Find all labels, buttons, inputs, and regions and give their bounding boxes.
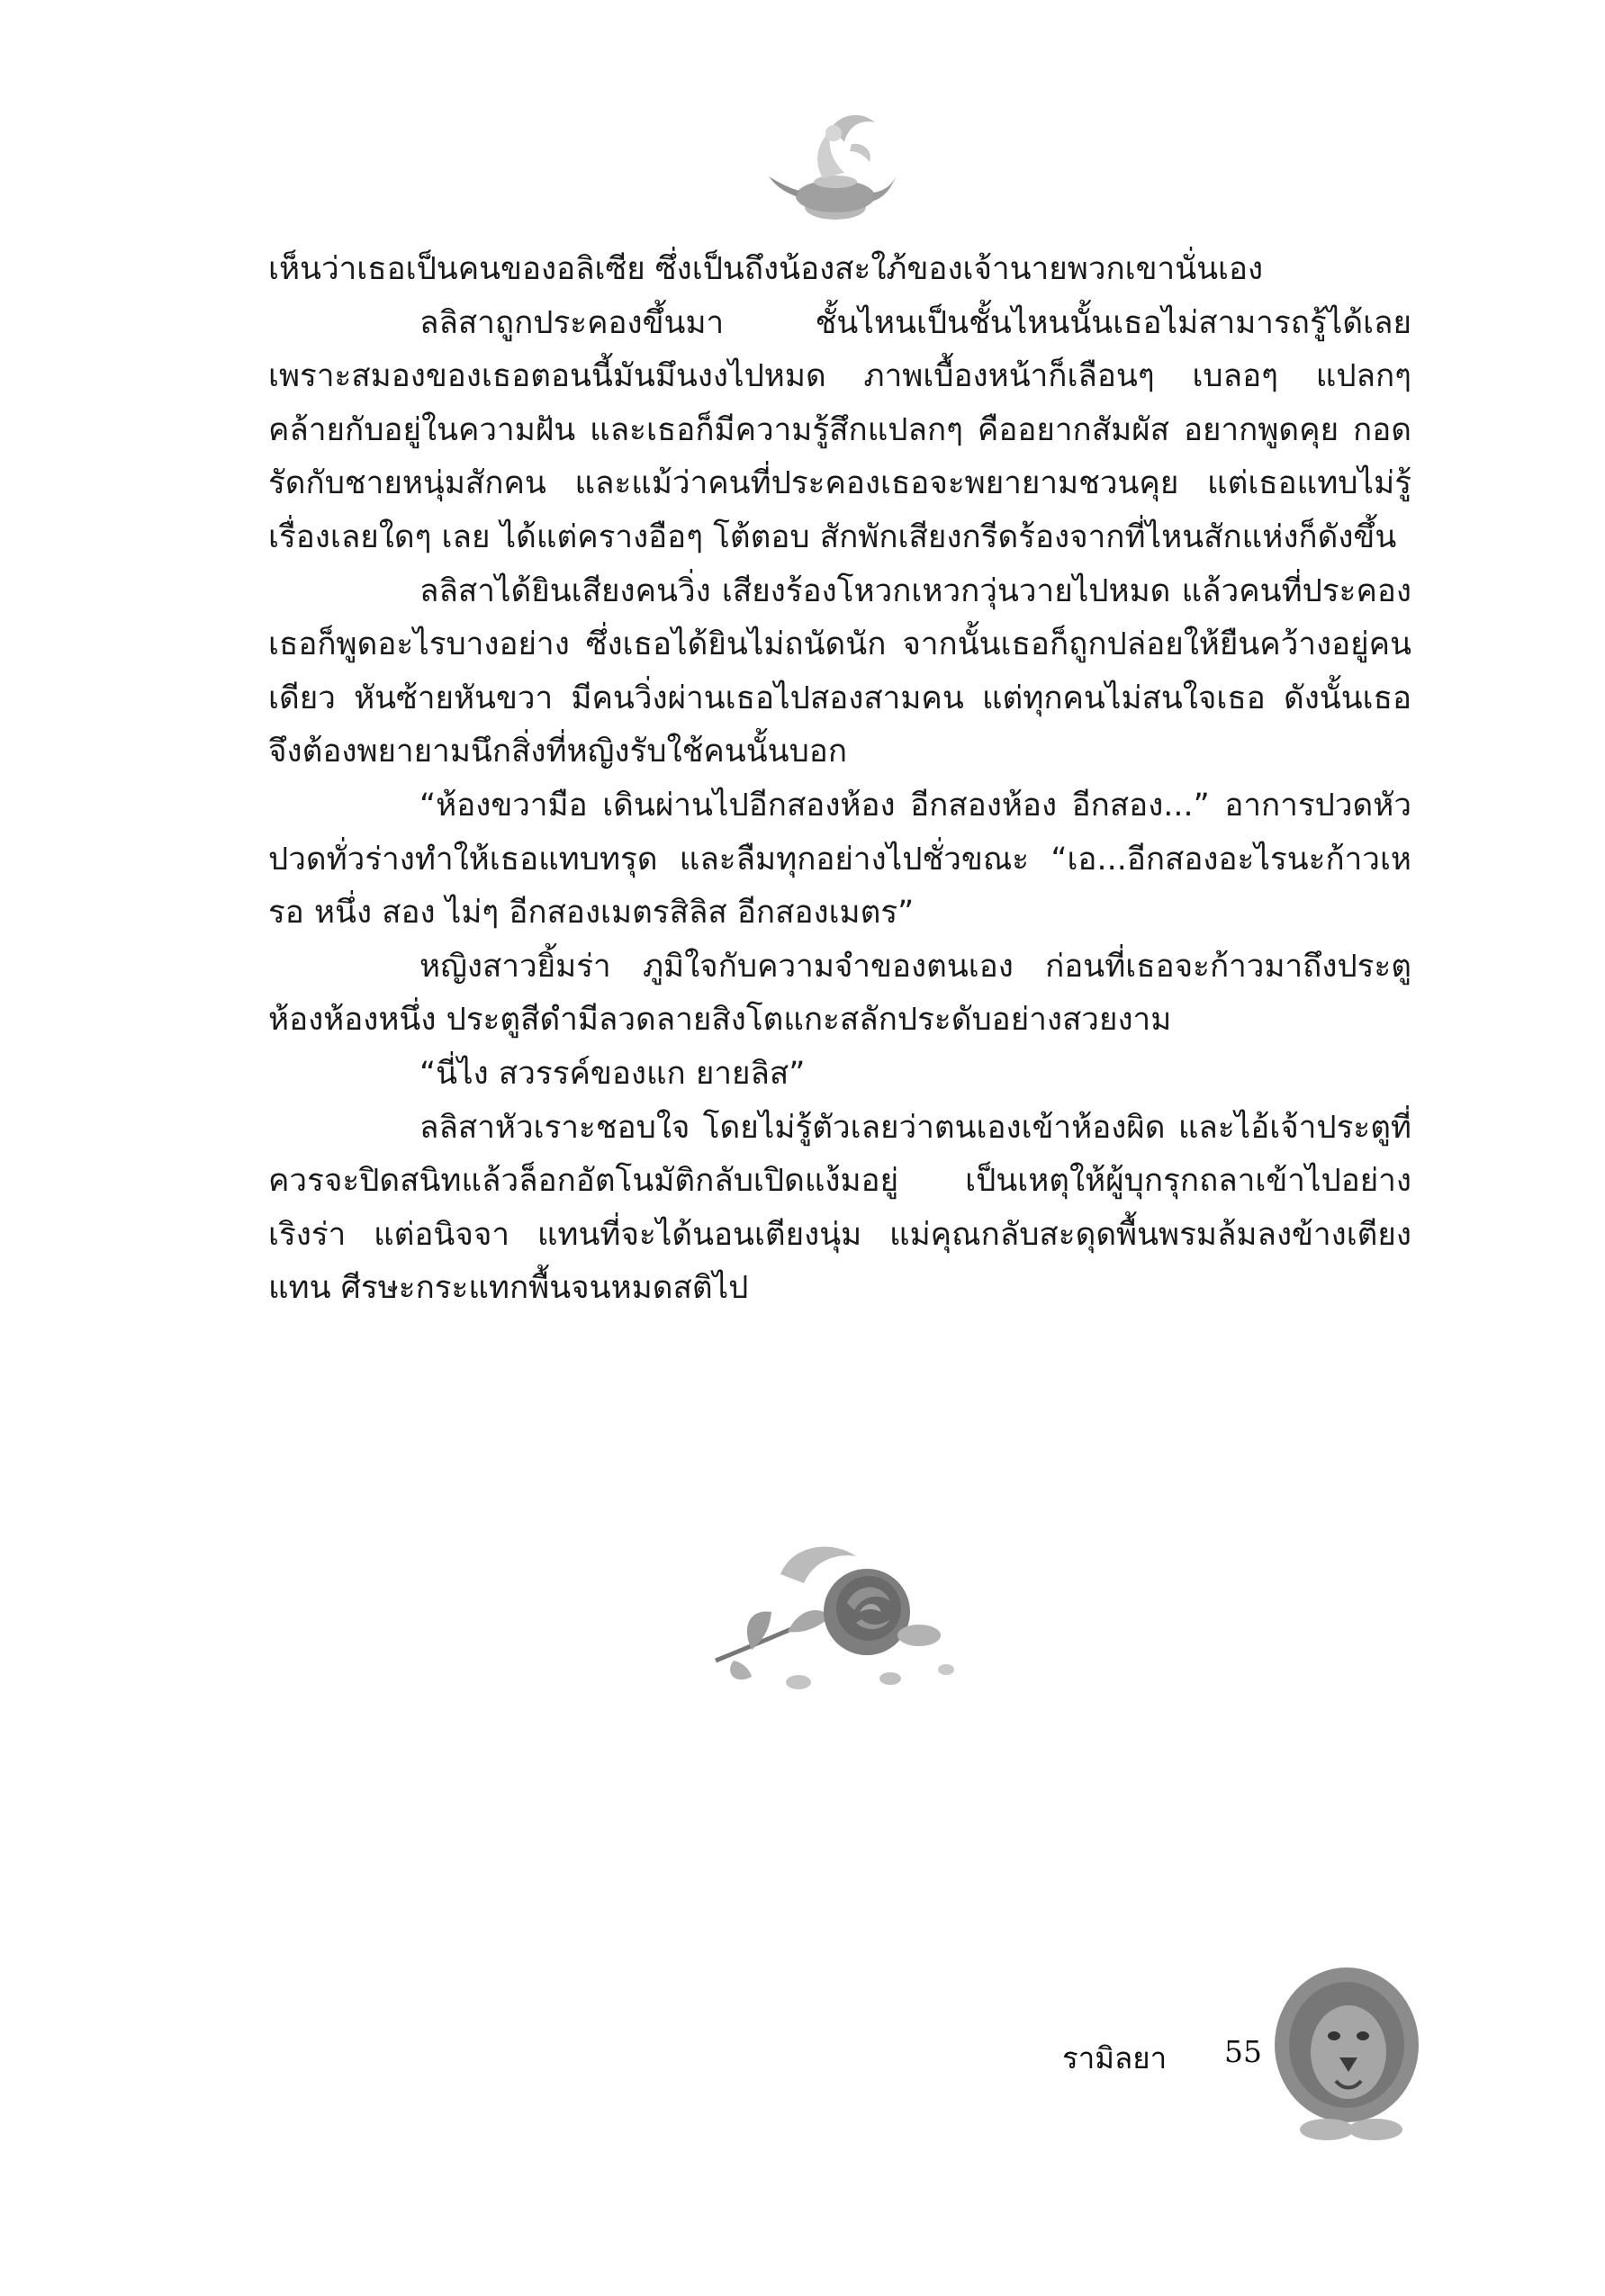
page-number: 55: [1224, 2034, 1262, 2069]
paragraph: ลลิสาหัวเราะชอบใจ โดยไม่รู้ตัวเลยว่าตนเองเข้าห้องผิด และไอ้เจ้าประตูที่ควรจะปิดสนิทแล้วล็อกอัตโนมัติกลับเปิดแง้มอยู่ เป็นเหตุให้ผู้บุกรุกถลาเข้าไปอย่างเริงร่า แต่อนิจจา แทนที่จะได้นอนเตียงนุ่ม แม่คุณกลับสะดุดพื้นพรมล้มลงข้างเตียงแทน ศีรษะกระแทกพื้นจนหมดสติไป: [268, 1109, 1411, 1307]
story-text: [268, 243, 1411, 1316]
genie-lamp-icon: [765, 106, 900, 228]
book-title: รามิลยา: [1062, 2040, 1168, 2075]
paragraph: “ห้องขวามือ เดินผ่านไปอีกสองห้อง อีกสองห้อง อีกสอง...” อาการปวดหัว ปวดทั่วร่างทำให้เธอแทบทรุด และลืมทุกอย่างไปชั่วขณะ “เอ...อีกสองอะไรนะก้าวเหรอ หนึ่ง สอง ไม่ๆ อีกสองเมตรสิลิส อีกสองเมตร”: [268, 787, 1411, 932]
lion-illustration: [1269, 1962, 1427, 2142]
paragraph: หญิงสาวยิ้มร่า ภูมิใจกับความจำของตนเอง ก่อนที่เธอจะก้าวมาถึงประตูห้องห้องหนึ่ง ประตูสีดำมีลวดลายสิงโตแกะสลักประดับอย่างสวยงาม: [268, 948, 1411, 1039]
rose-illustration: [698, 1526, 968, 1701]
paragraph: ลลิสาถูกประคองขึ้นมา ชั้นไหนเป็นชั้นไหนนั้นเธอไม่สามารถรู้ได้เลย เพราะสมองของเธอตอนนี้มันมึนงงไปหมด ภาพเบื้องหน้าก็เลือนๆ เบลอๆ แปลกๆ คล้ายกับอยู่ในความฝัน และเธอก็มีความรู้สึกแปลกๆ คืออยากสัมผัส อยากพูดคุย กอดรัดกับชายหนุ่มสักคน และแม้ว่าคนที่ประคองเธอจะพยายามชวนคุย แต่เธอแทบไม่รู้เรื่องเลยใดๆ เลย ได้แต่ครางอือๆ โต้ตอบ สักพักเสียงกรีดร้องจากที่ไหนสักแห่งก็ดังขึ้น: [268, 304, 1411, 555]
paragraph: เห็นว่าเธอเป็นคนของอลิเซีย ซึ่งเป็นถึงน้องสะใภ้ของเจ้านายพวกเขานั่นเอง: [268, 251, 1264, 287]
paragraph: ลลิสาได้ยินเสียงคนวิ่ง เสียงร้องโหวกเหวกวุ่นวายไปหมด แล้วคนที่ประคองเธอก็พูดอะไรบางอย่าง ซึ่งเธอได้ยินไม่ถนัดนัก จากนั้นเธอก็ถูกปล่อยให้ยืนคว้างอยู่คนเดียว หันซ้ายหันขวา มีคนวิ่งผ่านเธอไปสองสามคน แต่ทุกคนไม่สนใจเธอ ดังนั้นเธอจึงต้องพยายามนึกสิ่งที่หญิงรับใช้คนนั้นบอก: [268, 572, 1411, 770]
paragraph: “นี่ไง สวรรค์ของแก ยายลิส”: [419, 1055, 806, 1092]
